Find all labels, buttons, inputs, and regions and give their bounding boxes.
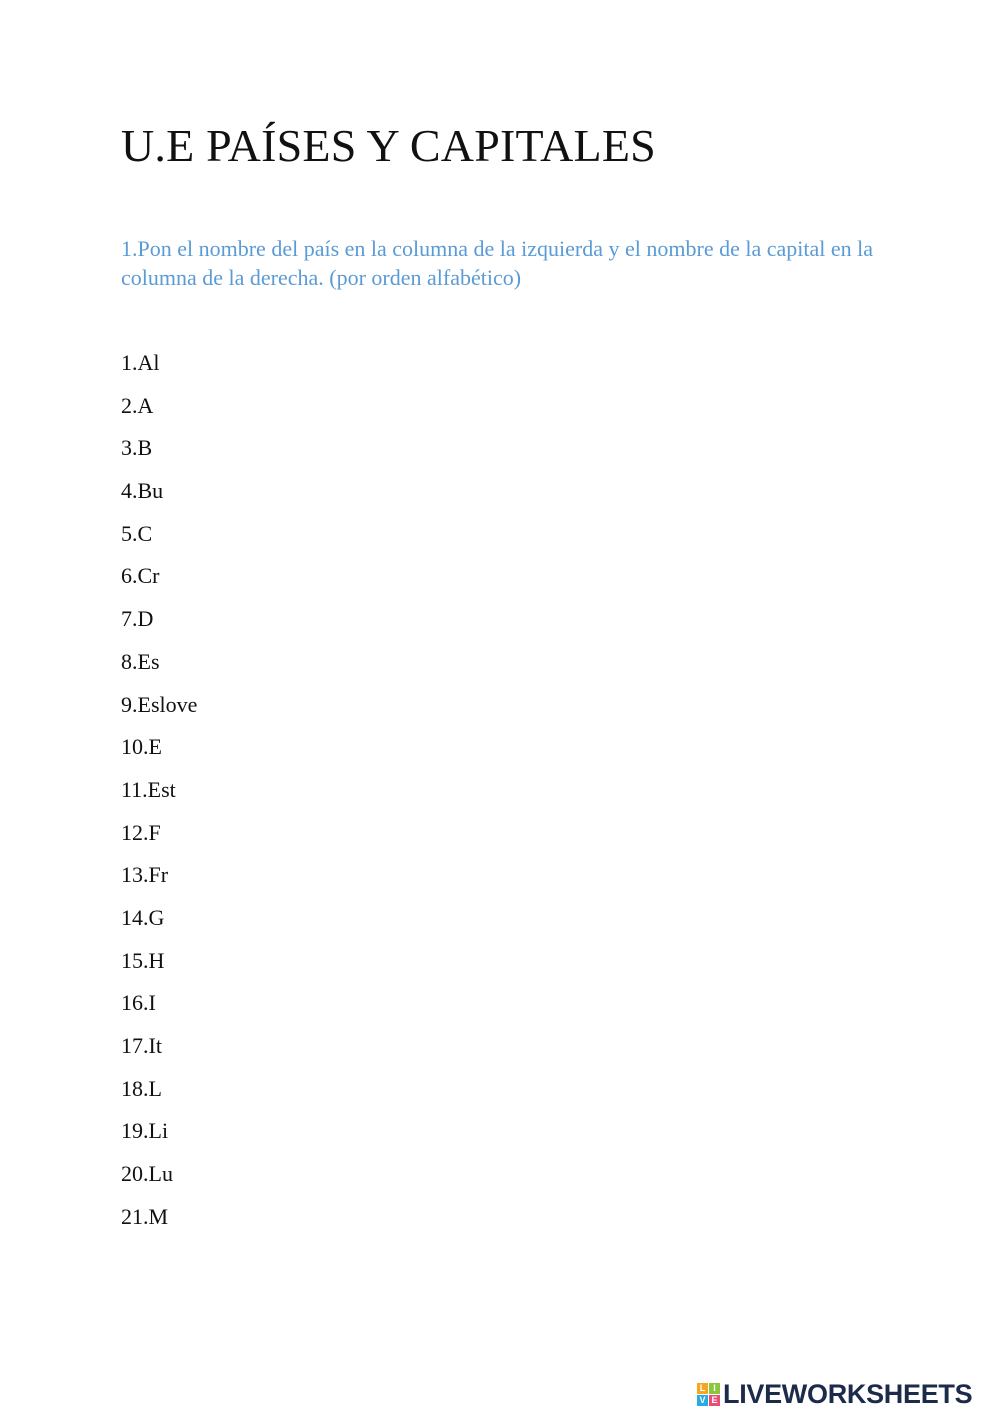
list-item: 3.B <box>121 435 153 461</box>
list-item: 17.It <box>121 1033 162 1058</box>
list-item: 16.I <box>121 990 156 1016</box>
list-item: 7.D <box>121 606 154 632</box>
list-item: 8.Es <box>121 648 160 674</box>
list-item: 2.A <box>121 392 154 418</box>
country-list <box>121 346 197 1242</box>
logo-mark-tile: I <box>709 1383 720 1394</box>
list-item: 19.Li <box>121 1118 169 1144</box>
list-item: 1.Al <box>121 350 160 375</box>
page-title: U.E PAÍSES Y CAPITALES <box>121 120 656 171</box>
logo-text: LIVEWORKSHEETS <box>723 1379 973 1409</box>
logo-mark-tile: E <box>709 1395 720 1406</box>
list-item: 9.Eslove <box>121 691 198 717</box>
instructions: 1.Pon el nombre del país en la columna de la izquierda y el nombre de la capital en la columna de la derecha. (por orden alfabético) <box>121 236 874 290</box>
logo-mark-icon <box>697 1383 720 1406</box>
list-item: 5.C <box>121 520 153 546</box>
list-item: 18.L <box>121 1075 162 1101</box>
list-item: 11.Est <box>121 776 176 802</box>
list-item: 20.Lu <box>121 1161 173 1187</box>
list-item: 4.Bu <box>121 478 164 504</box>
list-item: 12.F <box>121 819 161 845</box>
list-item: 15.H <box>121 947 165 973</box>
list-item: 14.G <box>121 904 165 930</box>
list-item: 13.Fr <box>121 862 169 888</box>
logo-mark-tile: V <box>697 1395 708 1406</box>
liveworksheets-logo <box>697 1378 972 1410</box>
list-item: 10.E <box>121 734 162 760</box>
list-item: 6.Cr <box>121 563 160 589</box>
logo-mark-tile: L <box>697 1383 708 1394</box>
list-item: 21.M <box>121 1203 169 1229</box>
